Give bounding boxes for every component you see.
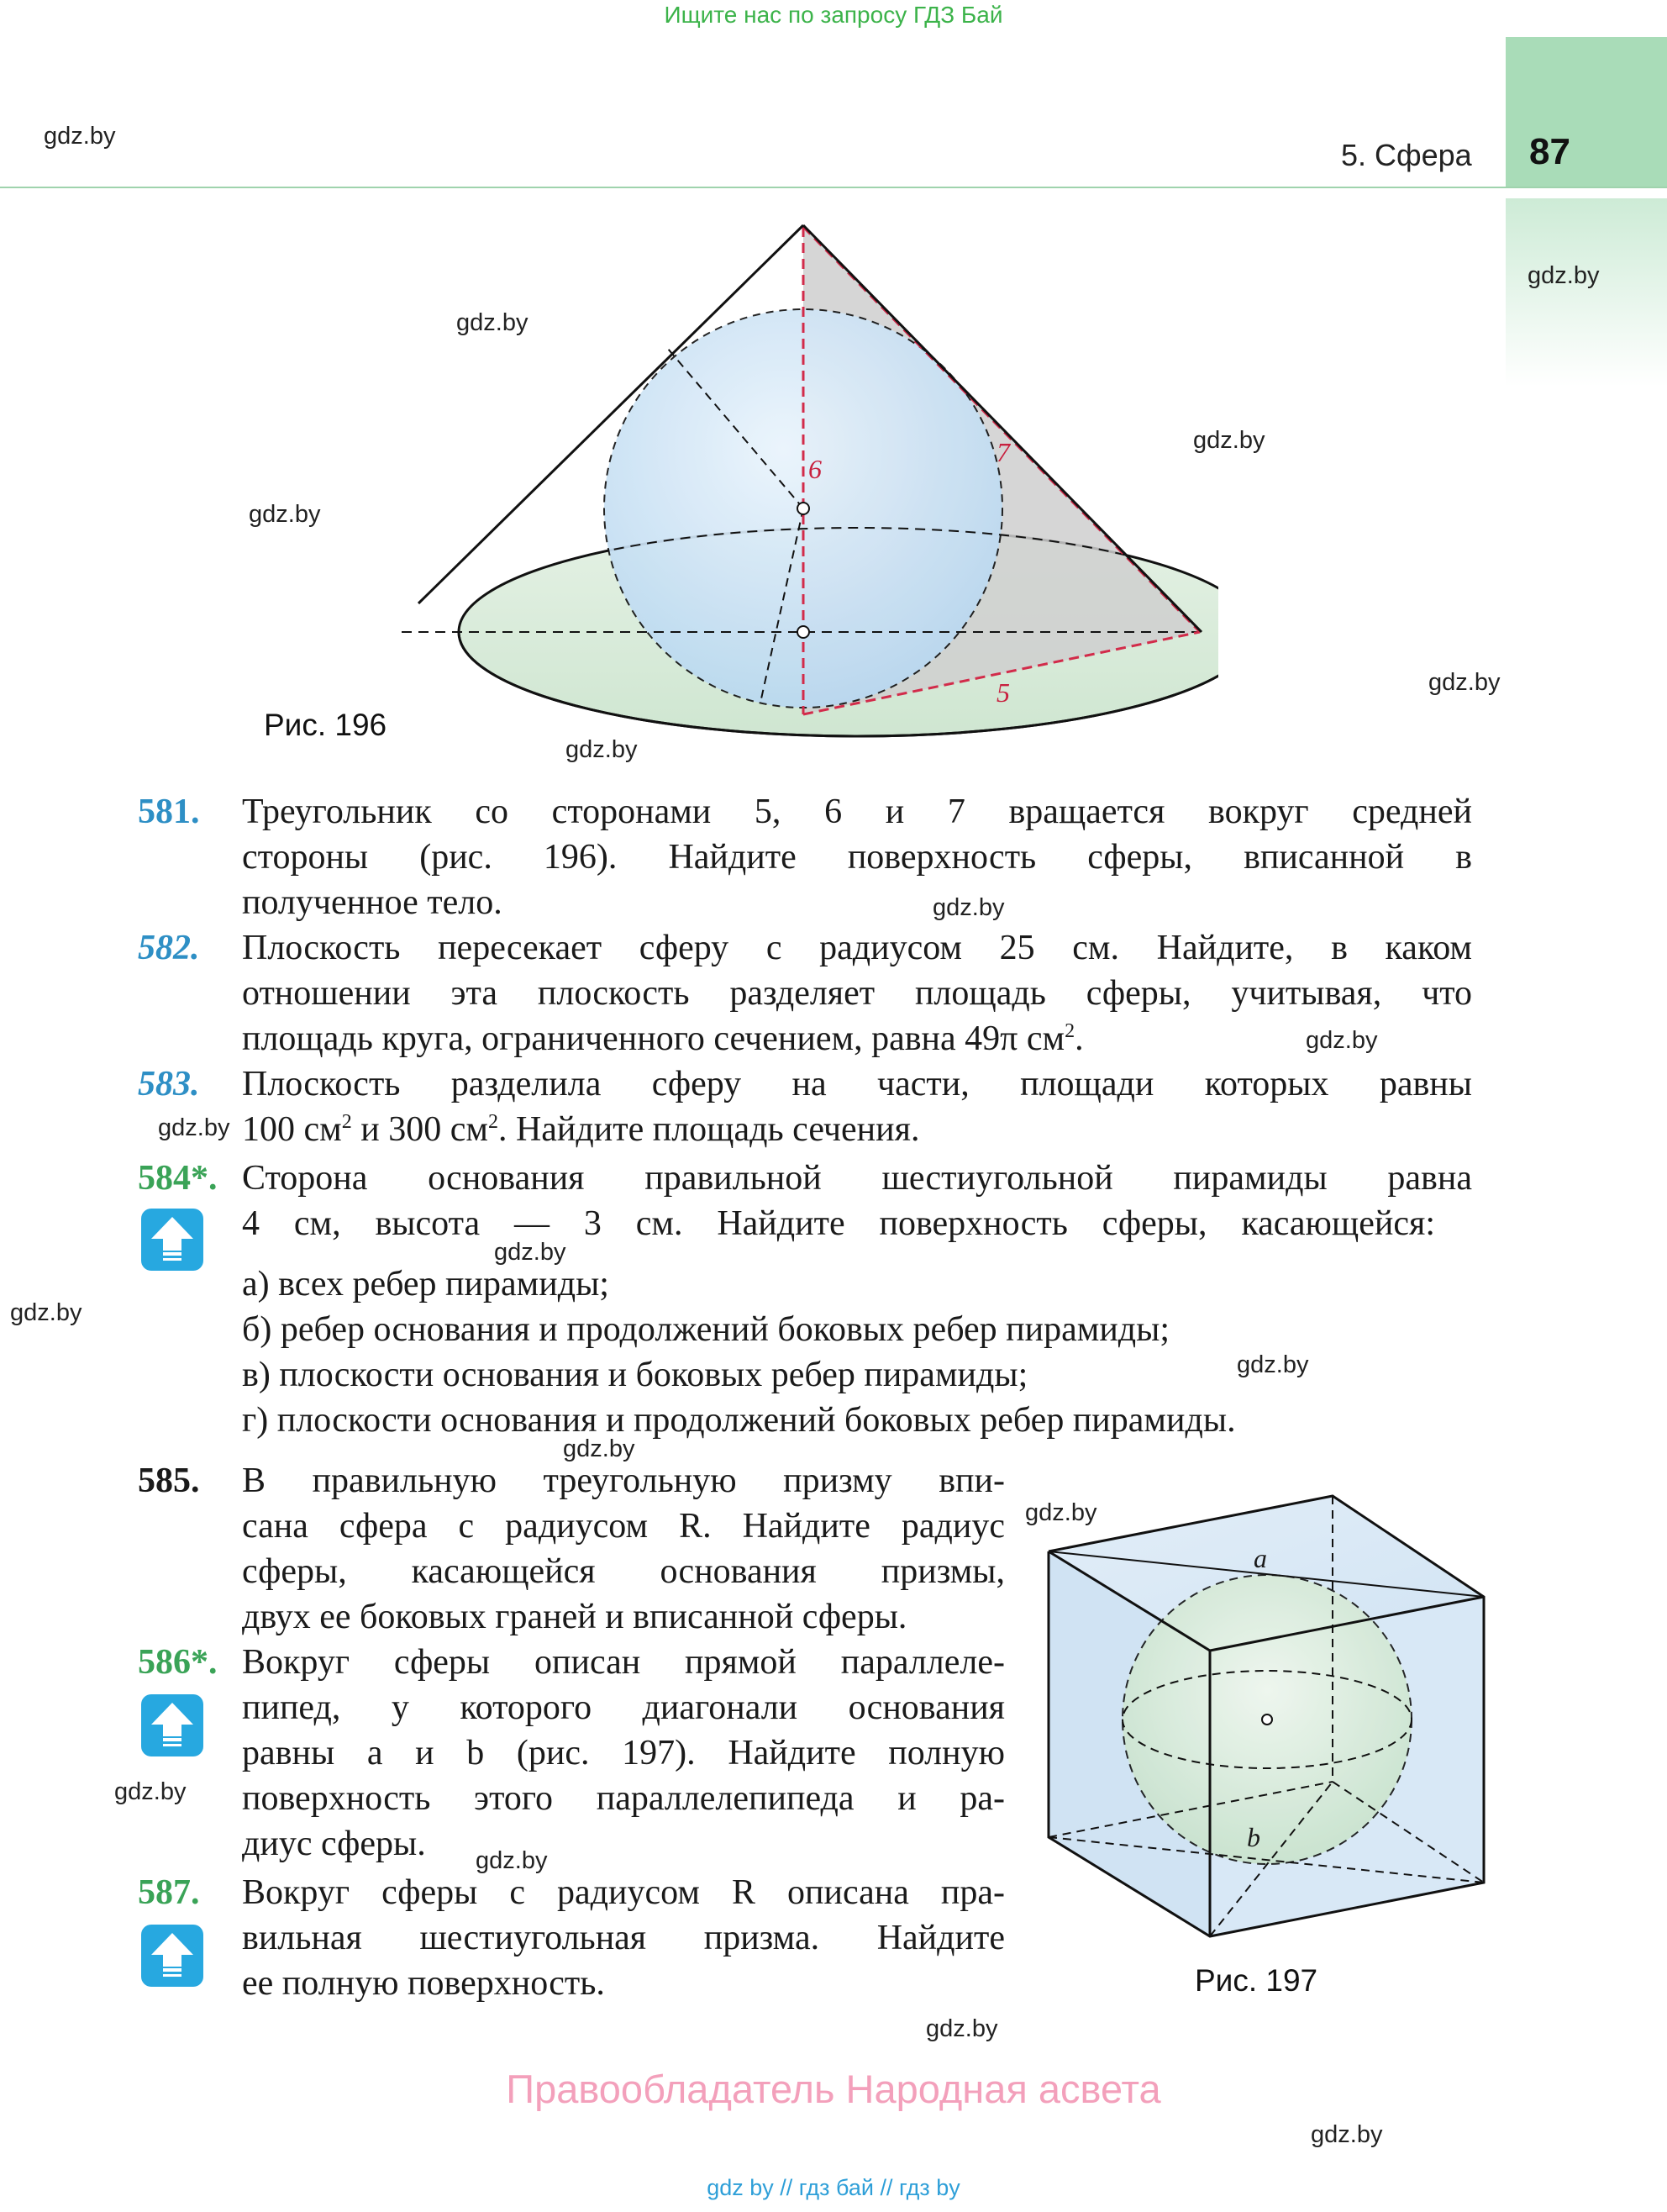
watermark: gdz.by (1025, 1499, 1097, 1526)
problem-585-line: двух ее боковых граней и вписанной сферы. (242, 1598, 907, 1636)
problem-586-line: поверхность этого параллелепипеда и ра- (242, 1779, 1005, 1818)
problem-587-line: ее полную поверхность. (242, 1964, 605, 2003)
problem-582-line (242, 1019, 1084, 1059)
problem-581-number: 581. (138, 793, 200, 831)
problem-587-line: Вокруг сферы с радиусом R описана пра- (242, 1873, 1005, 1912)
home-arrow-icon[interactable] (141, 1209, 203, 1271)
fig196-caption: Рис. 196 (264, 708, 387, 742)
copyright-footer: Правообладатель Народная асвета (506, 2067, 1161, 2111)
problem-583-number: 583. (138, 1065, 200, 1103)
superscript: 2 (341, 1111, 352, 1133)
header-rule (0, 187, 1667, 188)
problem-584-item: б) ребер основания и продолжений боковых ребер пирамиды; (242, 1310, 1170, 1349)
watermark: gdz.by (933, 894, 1005, 921)
watermark: gdz.by (1311, 2121, 1383, 2148)
fig197-caption: Рис. 197 (1195, 1963, 1318, 1998)
problem-583-text: 100 см (242, 1110, 342, 1149)
bottom-links[interactable]: gdz by // гдз бай // гдз by (707, 2175, 960, 2200)
watermark: gdz.by (44, 123, 116, 150)
problem-581-line: стороны (рис. 196). Найдите поверхность сферы, вписанной в (242, 838, 1472, 877)
problem-585-line: сферы, касающейся основания призмы, (242, 1552, 1005, 1591)
problem-587-number: 587. (138, 1873, 200, 1912)
watermark: gdz.by (1428, 669, 1501, 696)
watermark: gdz.by (476, 1847, 548, 1874)
fig196-label-7: 7 (997, 437, 1010, 467)
home-arrow-icon[interactable] (141, 1925, 203, 1987)
section-title: 5. Сфера (1341, 138, 1472, 172)
problem-581-line: полученное тело. (242, 883, 502, 922)
watermark: gdz.by (494, 1239, 566, 1266)
superscript: 2 (1065, 1020, 1075, 1042)
fig197-label-a: a (1254, 1543, 1267, 1573)
problem-586-line: диус сферы. (242, 1825, 426, 1863)
problem-584-line: 4 см, высота — 3 см. Найдите поверхность сферы, касающейся: (242, 1204, 1435, 1243)
problem-582-text: площадь круга, ограниченного сечением, равна 49π см (242, 1019, 1065, 1058)
watermark: gdz.by (249, 501, 321, 528)
problem-585-line: сана сфера с радиусом R. Найдите радиус (242, 1507, 1005, 1546)
watermark: gdz.by (10, 1299, 82, 1326)
fig196-label-6: 6 (808, 454, 822, 484)
problem-587-line: вильная шестиугольная призма. Найдите (242, 1919, 1005, 1957)
watermark: gdz.by (1528, 262, 1600, 289)
problem-583-text: . Найдите площадь сечения. (497, 1110, 920, 1149)
watermark: gdz.by (565, 736, 638, 763)
problem-586-line: пипед, у которого диагонали основания (242, 1688, 1005, 1727)
problem-584-line: Сторона основания правильной шестиугольной пирамиды равна (242, 1159, 1472, 1198)
watermark: gdz.by (1306, 1027, 1378, 1054)
watermark: gdz.by (158, 1114, 230, 1141)
watermark: gdz.by (926, 2015, 998, 2042)
problem-584-item: в) плоскости основания и боковых ребер пирамиды; (242, 1356, 1028, 1394)
figure-196-cone-sphere (387, 210, 1218, 748)
watermark: gdz.by (114, 1778, 187, 1805)
watermark: gdz.by (1237, 1351, 1309, 1378)
watermark: gdz.by (1193, 427, 1265, 454)
problem-582-line: отношении эта плоскость разделяет площадь сферы, учитывая, что (242, 974, 1472, 1013)
problem-585-number: 585. (138, 1462, 200, 1500)
problem-582-line: Плоскость пересекает сферу с радиусом 25 см. Найдите, в каком (242, 929, 1472, 967)
fig197-label-b: b (1247, 1822, 1260, 1852)
problem-584-item: а) всех ребер пирамиды; (242, 1265, 609, 1304)
page-number: 87 (1529, 131, 1570, 172)
problem-582-number: 582. (138, 929, 200, 967)
superscript: 2 (487, 1111, 498, 1133)
problem-583-line (242, 1109, 919, 1150)
watermark: gdz.by (563, 1435, 635, 1462)
watermark: gdz.by (456, 309, 528, 336)
problem-584-number: 584*. (138, 1159, 218, 1198)
problem-583-line: Плоскость разделила сферу на части, площади которых равны (242, 1065, 1472, 1103)
page-tab-gradient (1506, 198, 1667, 387)
problem-586-line: Вокруг сферы описан прямой параллеле- (242, 1643, 1005, 1682)
problem-584-item: г) плоскости основания и продолжений боковых ребер пирамиды. (242, 1401, 1236, 1440)
home-arrow-icon[interactable] (141, 1694, 203, 1756)
problem-586-line: равны a и b (рис. 197). Найдите полную (242, 1734, 1005, 1772)
fig196-label-5: 5 (997, 677, 1010, 708)
problem-586-number: 586*. (138, 1643, 218, 1682)
period: . (1075, 1019, 1084, 1058)
problem-583-text: и 300 см (351, 1110, 488, 1149)
top-banner: Ищите нас по запросу ГДЗ Бай (664, 2, 1003, 28)
problem-581-line: Треугольник со сторонами 5, 6 и 7 вращается вокруг средней (242, 793, 1472, 831)
problem-585-line: В правильную треугольную призму впи- (242, 1462, 1005, 1500)
